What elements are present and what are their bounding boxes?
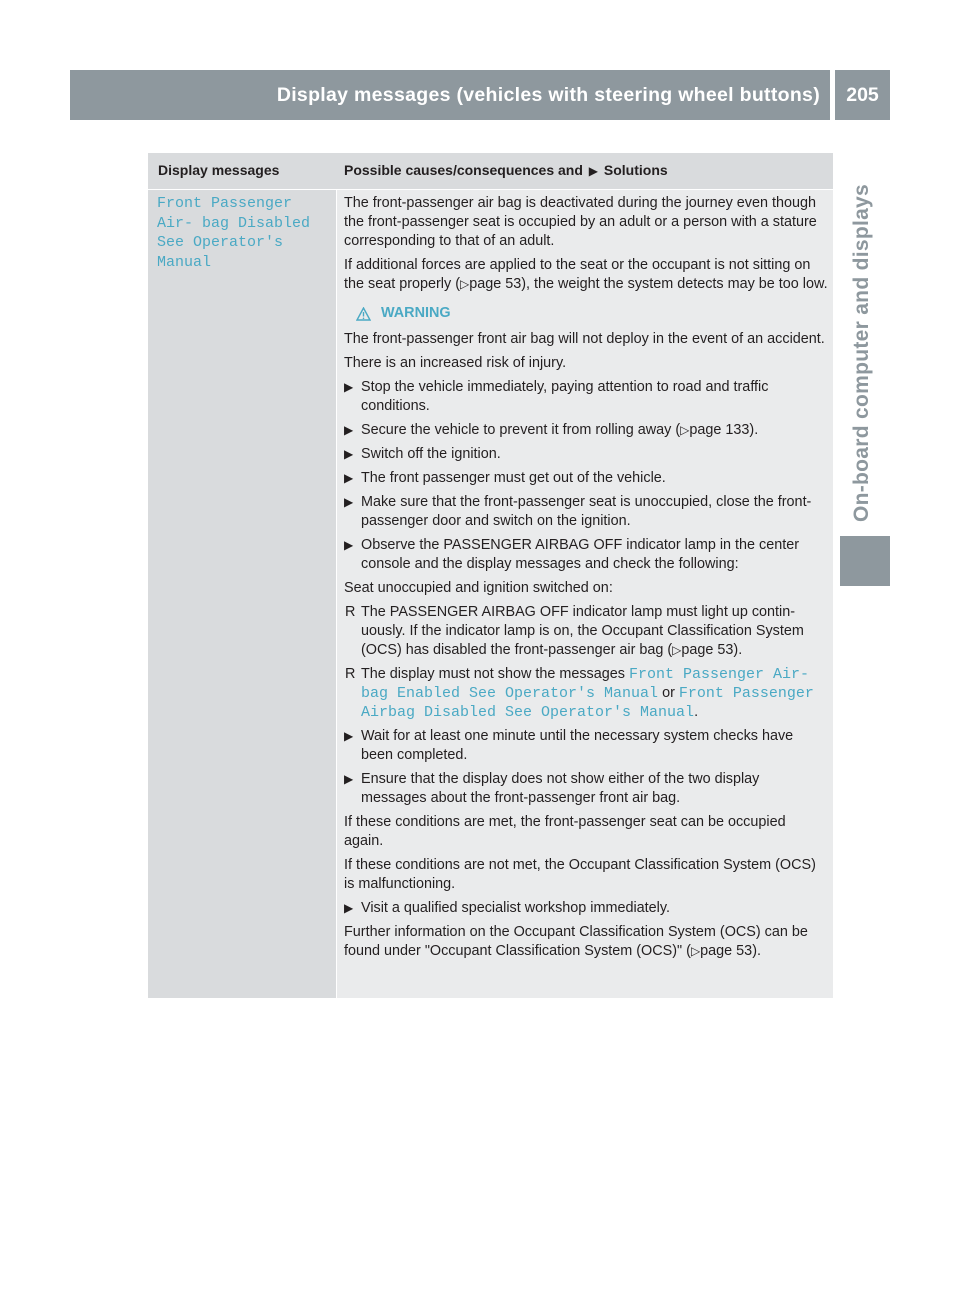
- warning-triangle-icon: [356, 307, 371, 321]
- bullet-item: R The PASSENGER AIRBAG OFF indicator lamp must light up continuously. If the indicator lamp is on, the Occupant Classification System (OCS) has disabled the front-passenger air bag (▷page 53).: [345, 604, 804, 658]
- step-item: ▶ Secure the vehicle to prevent it from rolling away (▷page 133).: [344, 422, 759, 438]
- step-arrow-icon: ▶: [344, 729, 354, 743]
- display-message-code: Front Passenger Air‐ bag Enabled See Operator's Manual: [361, 666, 809, 702]
- step-arrow-icon: ▶: [344, 772, 354, 786]
- step-item: ▶ Make sure that the front-passenger seat is unoccupied, close the front-passenger door and switch on the ignition.: [344, 494, 812, 529]
- warning-text: There is an increased risk of injury.: [344, 355, 567, 371]
- page-number: 205: [846, 84, 879, 106]
- condition-text: If these conditions are met, the front-passenger seat can be occupied again.: [344, 814, 786, 849]
- bullet-icon: R: [345, 604, 356, 620]
- page-number-box: [835, 70, 890, 120]
- step-arrow-icon: ▶: [344, 495, 354, 509]
- step-item: ▶ Switch off the ignition.: [344, 446, 501, 462]
- page-header: [70, 70, 830, 120]
- step-item: ▶ Observe the PASSENGER AIRBAG OFF indicator lamp in the center console and the display messages and check the following:: [344, 537, 800, 572]
- step-arrow-icon: ▶: [344, 380, 354, 394]
- page-ref-icon: ▷: [680, 423, 690, 437]
- side-tab: [840, 165, 885, 540]
- display-message-code: Front Passenger Air‐ bag Disabled See Operator's Manual: [157, 195, 311, 271]
- step-arrow-icon: ▶: [588, 164, 599, 178]
- step-item: ▶ The front passenger must get out of the vehicle.: [344, 470, 666, 486]
- page-title: Display messages (vehicles with steering wheel buttons): [276, 84, 820, 106]
- page-ref-icon: ▷: [459, 277, 470, 291]
- page-ref-icon: ▷: [690, 944, 701, 958]
- side-tab-label: On-board computer and displays: [850, 183, 874, 522]
- message-cell: [148, 189, 336, 998]
- page-ref-icon: ▷: [672, 643, 682, 657]
- bullet-icon: R: [345, 666, 356, 682]
- step-arrow-icon: ▶: [344, 447, 354, 461]
- warning-heading: [344, 304, 828, 323]
- intro-paragraph: The front-passenger air bag is deactivated during the journey even though the front-passenger seat is occupied by an adult or a person with a stature corresponding to that of an adult.: [344, 195, 817, 249]
- condition-text: If these conditions are not met, the Occupant Classification System (OCS) is malfunctioning.: [344, 857, 816, 892]
- step-arrow-icon: ▶: [344, 471, 354, 485]
- solutions-cell: [337, 189, 833, 998]
- warning-text: The front-passenger front air bag will not deploy in the event of an accident.: [344, 331, 825, 347]
- column-header-causes: Possible causes/consequences and ▶ Solutions: [344, 162, 668, 178]
- side-tab-block: [840, 536, 890, 586]
- display-message-code: Front Passenger Airbag Disabled See Operator's Manual: [361, 685, 814, 721]
- step-item: ▶ Stop the vehicle immediately, paying attention to road and traffic conditions.: [344, 379, 769, 414]
- step-arrow-icon: ▶: [344, 901, 354, 915]
- column-header-display-messages: Display messages: [158, 162, 280, 178]
- further-info-text: Further information on the Occupant Classification System (OCS) can be found under "Occupant Classification System (OCS)" (▷page 53).: [344, 924, 808, 959]
- step-item: ▶ Wait for at least one minute until the necessary system checks have been completed.: [344, 728, 794, 763]
- warning-label: WARNING: [381, 305, 451, 321]
- table-header: [148, 153, 833, 189]
- step-arrow-icon: ▶: [344, 423, 354, 437]
- step-item: ▶ Ensure that the display does not show either of the two display messages about the front-passenger front air bag.: [344, 771, 760, 806]
- seat-check-heading: Seat unoccupied and ignition switched on:: [344, 580, 613, 596]
- step-arrow-icon: ▶: [344, 538, 354, 552]
- bullet-item: R The display must not show the messages Front Passenger Air‐ bag Enabled See Operator's Manual or Front Passenger Airbag Disabled See Operator's Manual.: [345, 666, 814, 721]
- step-item: ▶ Visit a qualified specialist workshop immediately.: [344, 900, 671, 916]
- intro-paragraph-2: If additional forces are applied to the seat or the occupant is not sitting on the seat properly (▷page 53), the weight the system detects may be too low.: [344, 257, 828, 292]
